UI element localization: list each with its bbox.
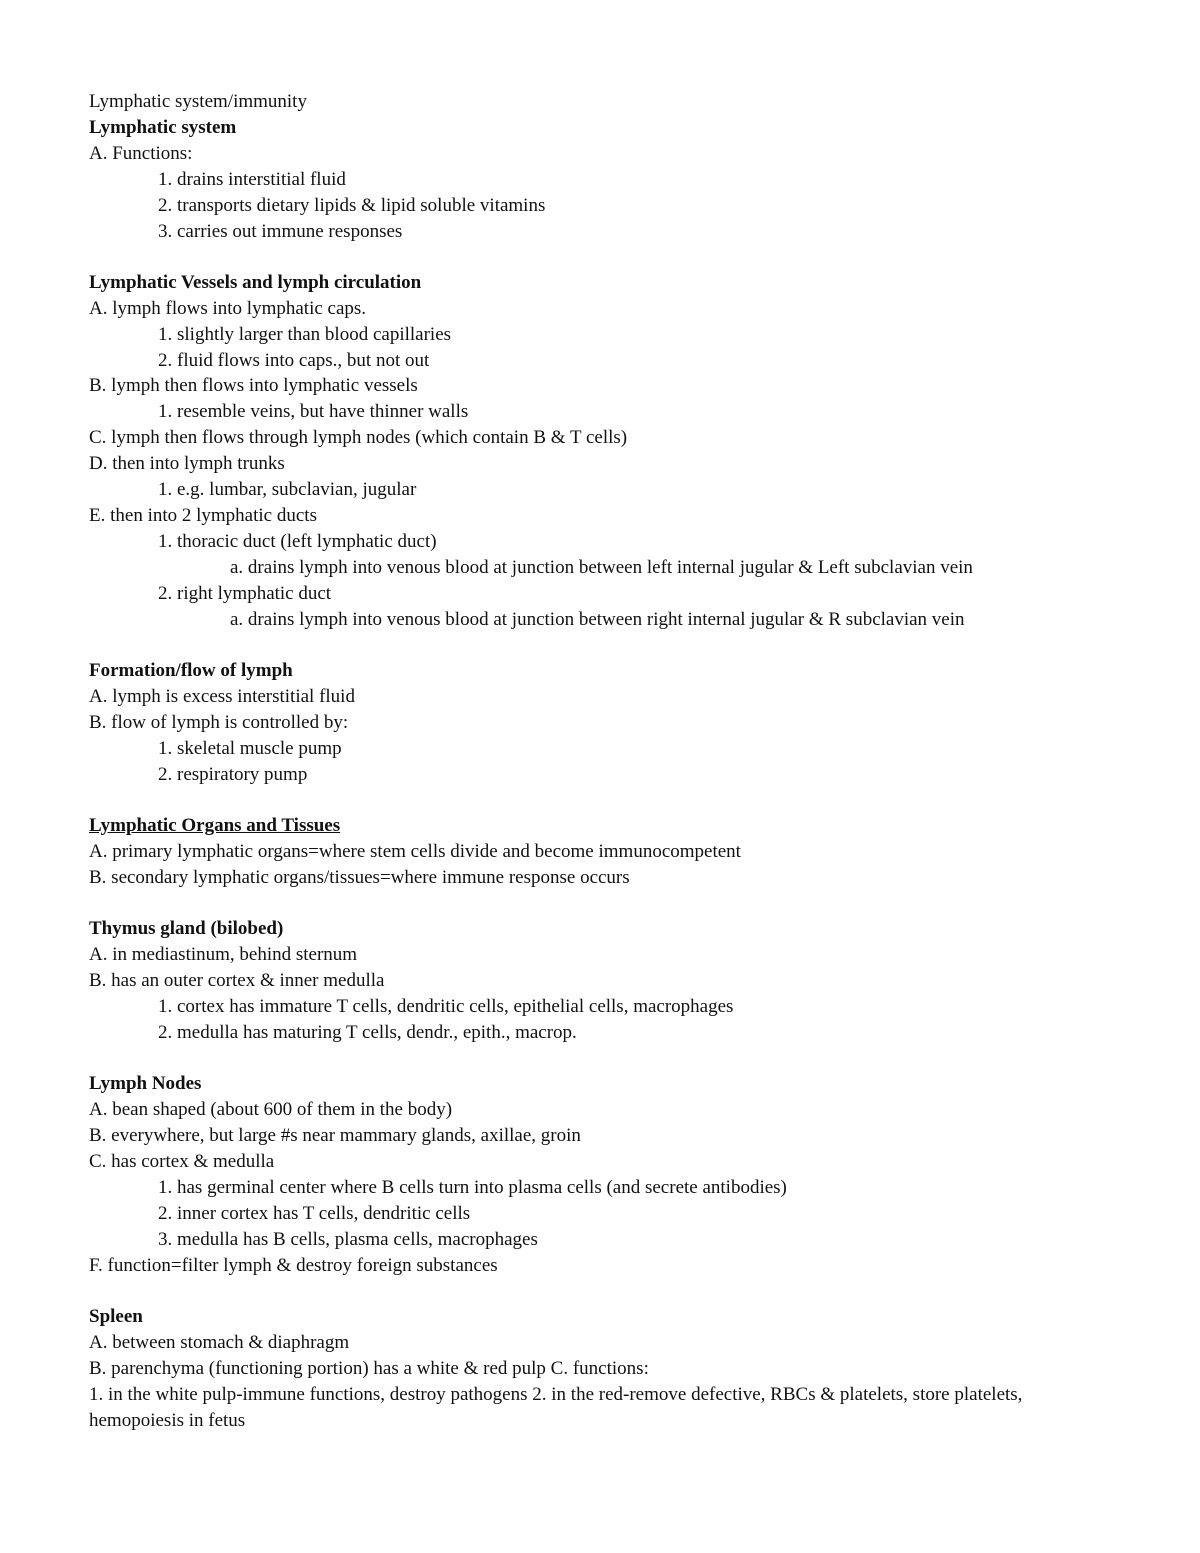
- outline-subitem: 1. drains interstitial fluid: [158, 169, 346, 190]
- outline-item: B. everywhere, but large #s near mammary glands, axillae, groin: [89, 1125, 581, 1146]
- outline-item: D. then into lymph trunks: [89, 453, 285, 474]
- outline-subitem: 2. medulla has maturing T cells, dendr., epith., macrop.: [158, 1022, 577, 1043]
- heading-lymph-nodes: Lymph Nodes: [89, 1073, 202, 1094]
- outline-item: A. lymph flows into lymphatic caps.: [89, 298, 367, 319]
- outline-subitem: 2. transports dietary lipids & lipid soluble vitamins: [158, 195, 546, 216]
- outline-item: E. then into 2 lymphatic ducts: [89, 505, 317, 526]
- outline-subsubitem: a. drains lymph into venous blood at junction between left internal jugular & Left subclavian vein: [230, 557, 973, 578]
- heading-formation-flow: Formation/flow of lymph: [89, 660, 293, 681]
- outline-item: B. lymph then flows into lymphatic vessels: [89, 375, 418, 396]
- outline-item: B. flow of lymph is controlled by:: [89, 712, 349, 733]
- outline-subitem: 3. carries out immune responses: [158, 221, 403, 242]
- heading-lymphatic-vessels: Lymphatic Vessels and lymph circulation: [89, 272, 422, 293]
- outline-subitem: 1. slightly larger than blood capillaries: [158, 324, 452, 345]
- outline-item: A. primary lymphatic organs=where stem cells divide and become immunocompetent: [89, 841, 741, 862]
- outline-item: B. parenchyma (functioning portion) has a white & red pulp C. functions:: [89, 1358, 649, 1379]
- outline-subitem: 1. has germinal center where B cells turn into plasma cells (and secrete antibodies): [158, 1177, 787, 1198]
- outline-item: A. lymph is excess interstitial fluid: [89, 686, 355, 707]
- outline-subitem: 1. cortex has immature T cells, dendritic cells, epithelial cells, macrophages: [158, 996, 734, 1017]
- outline-item: A. in mediastinum, behind sternum: [89, 944, 358, 965]
- outline-item: C. lymph then flows through lymph nodes (which contain B & T cells): [89, 427, 628, 448]
- outline-item: C. has cortex & medulla: [89, 1151, 275, 1172]
- outline-item: F. function=filter lymph & destroy foreign substances: [89, 1255, 498, 1276]
- outline-subitem: 1. resemble veins, but have thinner walls: [158, 401, 469, 422]
- heading-lymphatic-organs: Lymphatic Organs and Tissues: [89, 815, 341, 836]
- outline-item: A. bean shaped (about 600 of them in the body): [89, 1099, 453, 1120]
- outline-subitem: 1. e.g. lumbar, subclavian, jugular: [158, 479, 417, 500]
- outline-subitem: 1. thoracic duct (left lymphatic duct): [158, 531, 437, 552]
- outline-item: B. secondary lymphatic organs/tissues=where immune response occurs: [89, 867, 630, 888]
- outline-subitem: 2. right lymphatic duct: [158, 583, 332, 604]
- outline-subitem: 3. medulla has B cells, plasma cells, macrophages: [158, 1229, 538, 1250]
- heading-spleen: Spleen: [89, 1306, 143, 1327]
- heading-thymus: Thymus gland (bilobed): [89, 918, 284, 939]
- outline-subitem: 2. respiratory pump: [158, 764, 308, 785]
- document-title: Lymphatic system/immunity: [89, 91, 307, 112]
- outline-subitem: 2. inner cortex has T cells, dendritic cells: [158, 1203, 471, 1224]
- outline-subitem: 2. fluid flows into caps., but not out: [158, 350, 430, 371]
- heading-lymphatic-system: Lymphatic system: [89, 117, 237, 138]
- outline-subitem: 1. skeletal muscle pump: [158, 738, 342, 759]
- outline-paragraph: 1. in the white pulp-immune functions, destroy pathogens 2. in the red-remove defective, RBCs & platelets, store platelets, hemopoiesis in fetus: [89, 1384, 1023, 1431]
- outline-item: A. between stomach & diaphragm: [89, 1332, 350, 1353]
- outline-item: A. Functions:: [89, 143, 193, 164]
- outline-subsubitem: a. drains lymph into venous blood at junction between right internal jugular & R subclavian vein: [230, 609, 965, 630]
- outline-item: B. has an outer cortex & inner medulla: [89, 970, 385, 991]
